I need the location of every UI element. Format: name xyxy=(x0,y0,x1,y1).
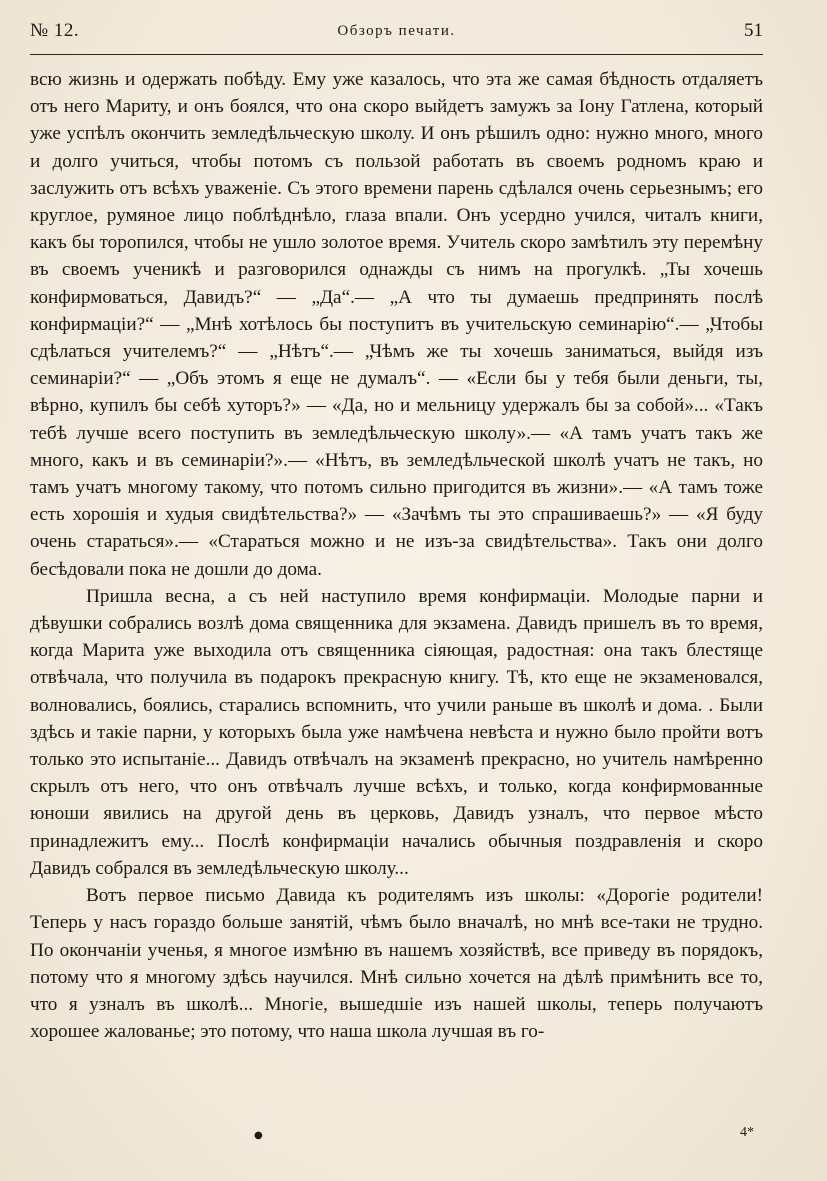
running-title: Обзоръ печати. xyxy=(337,23,456,39)
page-header xyxy=(30,14,763,54)
paragraph-2 xyxy=(30,583,763,882)
paragraph-3-text: Вотъ первое письмо Давида къ родителямъ изъ школы: «Дорогіе родители! Теперь у насъ гораздо больше занятій, чѣмъ было вначалѣ, но мнѣ все-таки не трудно. По окончаніи ученья, я многое измѣню въ нашемъ хозяйствѣ, все приведу въ порядокъ, потому что я многому здѣсь научился. Мнѣ сильно хочется на дѣлѣ примѣнить все то, что я узналъ въ школѣ... Многіе, вышедшіе изъ нашей школы, теперь получаютъ хорошее жалованье; это потому, что наша школа лучшая въ го- xyxy=(30,885,763,1043)
paragraph-2-text: Пришла весна, а съ ней наступило время конфирмаціи. Молодые парни и дѣвушки собрались возлѣ дома священника для экзамена. Давидъ пришелъ въ то время, когда Марита уже выходила отъ священника сіяющая, радостная: она такъ блестяще отвѣчала, что получила въ подарокъ прекрасную книгу. Тѣ, кто еще не экзаменовался, волновались, боялись, старались вспомнить, что учили раньше въ школѣ и дома. . Были здѣсь и такіе парни, у которыхъ была уже намѣчена невѣста и нужно было пройти вотъ только это испытаніе... Давидъ отвѣчалъ на экзаменѣ прекрасно, но учитель намѣренно скрылъ отъ него, что онъ отвѣчалъ лучше всѣхъ, и только, когда конфирмованные юноши явились на другой день въ церковь, Давидъ узналъ, что первое мѣсто принадлежитъ ему... Послѣ конфирмаціи начались обычныя поздравленія и скоро Давидъ собрался въ земледѣльческую школу... xyxy=(30,585,763,879)
signature-mark: 4* xyxy=(740,1125,754,1140)
paragraph-1: всю жизнь и одержать побѣду. Ему уже казалось, что эта же самая бѣдность отдаляетъ отъ него Мариту, и онъ боялся, что она скоро выйдетъ замужъ за Іону Гатлена, который уже успѣлъ окончить земледѣльческую школу. И онъ рѣшилъ одно: нужно много, много и долго учиться, чтобы потомъ съ пользой работать въ своемъ родномъ краю и заслужить отъ всѣхъ уваженіе. Съ этого времени парень сдѣлался очень серьезнымъ; его круглое, румяное лицо поблѣднѣло, глаза впали. Онъ усердно учился, читалъ книги, какъ бы торопился, чтобы не ушло золотое время. Учитель скоро замѣтилъ эту перемѣну въ своемъ ученикѣ и разговорился однажды съ нимъ на прогулкѣ. „Ты хочешь конфирмоваться, Давидъ?“ — „Да“.— „А что ты думаешь предпринять послѣ конфирмаціи?“ — „Мнѣ хотѣлось бы поступитъ въ учительскую семинарію“.— „Чтобы сдѣлаться учителемъ?“ — „Нѣтъ“.— „Чѣмъ же ты хочешь заниматься, выйдя изъ семинаріи?“ — „Объ этомъ я еще не думалъ“. — «Если бы у тебя были деньги, ты, вѣрно, купилъ бы себѣ хуторъ?» — «Да, но и мельницу удержалъ бы за собой»... «Такъ тебѣ лучше всего поступить въ земледѣльческую школу».— «А тамъ учатъ такъ же много, какъ и въ семинаріи?».— «Нѣтъ, въ земледѣльческой школѣ учатъ не такъ, но тамъ учатъ многому такому, что потомъ сильно пригодится въ жизни».— «А тамъ тоже есть хорошія и худыя свидѣтельства?» — «Зачѣмъ ты это спрашиваешь?» — «Я буду очень стараться».— «Стараться можно и не изъ-за свидѣтельства». Такъ они долго бесѣдовали пока не дошли до дома. xyxy=(30,69,763,580)
print-mark: ● xyxy=(254,1130,263,1141)
issue-number: № 12. xyxy=(30,20,80,41)
article-body xyxy=(30,66,763,1045)
header-rule xyxy=(30,54,763,55)
paragraph-3 xyxy=(30,882,763,1045)
page-number: 51 xyxy=(744,20,763,41)
